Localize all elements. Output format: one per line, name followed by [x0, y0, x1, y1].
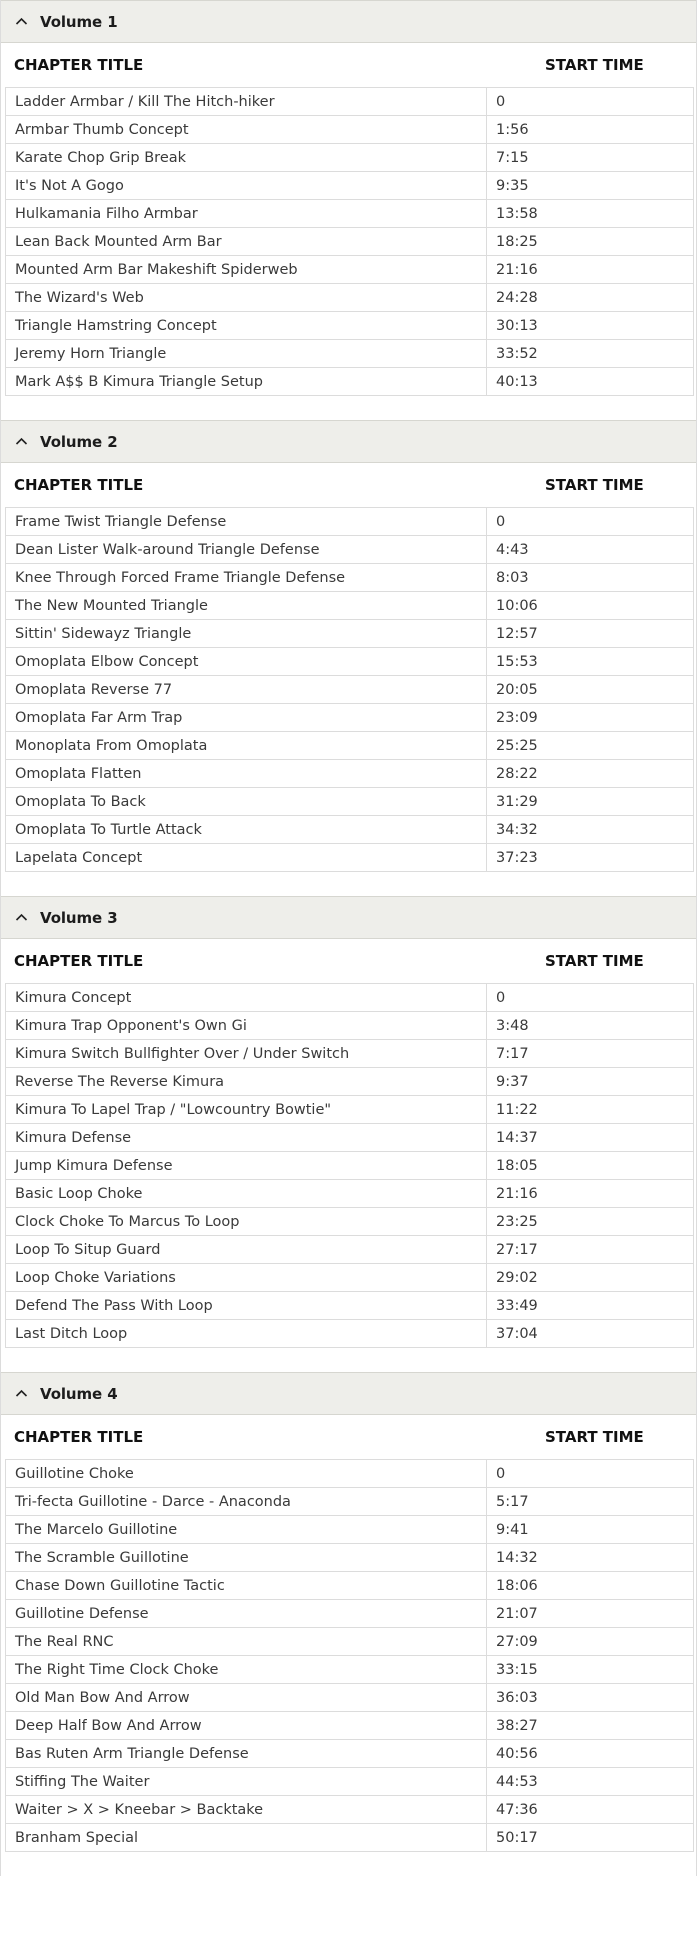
chapter-start-time: 27:17 — [487, 1236, 694, 1264]
chapter-start-time: 28:22 — [487, 760, 694, 788]
chapter-start-time: 31:29 — [487, 788, 694, 816]
chapter-title: Defend The Pass With Loop — [6, 1292, 487, 1320]
chapter-start-time: 18:06 — [487, 1572, 694, 1600]
volume-header[interactable] — [1, 896, 696, 939]
chapter-title: Tri-fecta Guillotine - Darce - Anaconda — [6, 1488, 487, 1516]
chapter-start-time: 13:58 — [487, 200, 694, 228]
chapter-start-time: 1:56 — [487, 116, 694, 144]
chapter-title: Old Man Bow And Arrow — [6, 1684, 487, 1712]
chapter-start-time: 5:17 — [487, 1488, 694, 1516]
chapter-row[interactable] — [6, 1208, 694, 1236]
chapter-title: It's Not A Gogo — [6, 172, 487, 200]
chapter-row[interactable] — [6, 1124, 694, 1152]
chapter-title: Kimura Trap Opponent's Own Gi — [6, 1012, 487, 1040]
chapter-title-header: CHAPTER TITLE — [14, 952, 144, 970]
chapter-title: Last Ditch Loop — [6, 1320, 487, 1348]
chapter-title: Kimura Concept — [6, 984, 487, 1012]
chapter-row[interactable] — [6, 1292, 694, 1320]
chapter-title: Clock Choke To Marcus To Loop — [6, 1208, 487, 1236]
chapter-start-time: 27:09 — [487, 1628, 694, 1656]
chapter-start-time: 8:03 — [487, 564, 694, 592]
chapter-start-time: 9:41 — [487, 1516, 694, 1544]
chapter-row[interactable] — [6, 172, 694, 200]
chapter-start-time: 7:15 — [487, 144, 694, 172]
chevron-up-icon[interactable] — [15, 435, 28, 448]
chapter-start-time: 34:32 — [487, 816, 694, 844]
column-headers — [1, 1415, 696, 1459]
chapter-title: Omoplata Elbow Concept — [6, 648, 487, 676]
chapter-title: Loop Choke Variations — [6, 1264, 487, 1292]
chapter-row[interactable] — [6, 1264, 694, 1292]
chapter-start-time: 38:27 — [487, 1712, 694, 1740]
chapter-row[interactable] — [6, 508, 694, 536]
chapter-start-time: 0 — [487, 1460, 694, 1488]
chapter-title: Omoplata Flatten — [6, 760, 487, 788]
chapter-row[interactable] — [6, 200, 694, 228]
chapter-row[interactable] — [6, 1740, 694, 1768]
volume-header[interactable] — [1, 1372, 696, 1415]
chapter-start-time: 23:09 — [487, 704, 694, 732]
chapter-start-time: 10:06 — [487, 592, 694, 620]
chapter-start-time: 0 — [487, 88, 694, 116]
chapter-title: Monoplata From Omoplata — [6, 732, 487, 760]
chapter-row[interactable] — [6, 732, 694, 760]
volume-title: Volume 1 — [40, 12, 118, 31]
chapter-title: Hulkamania Filho Armbar — [6, 200, 487, 228]
chapter-title: Triangle Hamstring Concept — [6, 312, 487, 340]
chapter-title-header: CHAPTER TITLE — [14, 56, 144, 74]
chapter-start-time: 21:07 — [487, 1600, 694, 1628]
chapter-start-time: 9:37 — [487, 1068, 694, 1096]
chapter-row[interactable] — [6, 1236, 694, 1264]
volume-title: Volume 3 — [40, 908, 118, 927]
chapter-start-time: 9:35 — [487, 172, 694, 200]
chapter-title-header: CHAPTER TITLE — [14, 476, 144, 494]
chapter-row[interactable] — [6, 1544, 694, 1572]
volume-section-3 — [1, 896, 696, 1372]
chapter-title: The Real RNC — [6, 1628, 487, 1656]
chapter-row[interactable] — [6, 1656, 694, 1684]
chapter-start-time: 21:16 — [487, 256, 694, 284]
chapter-start-time: 0 — [487, 984, 694, 1012]
chapter-row[interactable] — [6, 984, 694, 1012]
chapter-title: Knee Through Forced Frame Triangle Defense — [6, 564, 487, 592]
section-spacer — [1, 1348, 696, 1372]
chapter-start-time: 40:13 — [487, 368, 694, 396]
chapter-title: Mark A$$ B Kimura Triangle Setup — [6, 368, 487, 396]
chapter-start-time: 15:53 — [487, 648, 694, 676]
chapter-title: Frame Twist Triangle Defense — [6, 508, 487, 536]
chapter-start-time: 33:49 — [487, 1292, 694, 1320]
column-headers — [1, 939, 696, 983]
chapter-title: Omoplata To Turtle Attack — [6, 816, 487, 844]
chapter-start-time: 18:05 — [487, 1152, 694, 1180]
chapter-title: Lean Back Mounted Arm Bar — [6, 228, 487, 256]
chapter-start-time: 23:25 — [487, 1208, 694, 1236]
chapter-start-time: 12:57 — [487, 620, 694, 648]
volume-header[interactable] — [1, 0, 696, 43]
chapter-title: Karate Chop Grip Break — [6, 144, 487, 172]
chapter-start-time: 37:04 — [487, 1320, 694, 1348]
chapter-row[interactable] — [6, 1040, 694, 1068]
chapters-table — [5, 87, 694, 396]
volume-title: Volume 4 — [40, 1384, 118, 1403]
chapter-row[interactable] — [6, 592, 694, 620]
chapter-start-time: 21:16 — [487, 1180, 694, 1208]
chapter-row[interactable] — [6, 1012, 694, 1040]
section-spacer — [1, 1852, 696, 1876]
chapter-title: Mounted Arm Bar Makeshift Spiderweb — [6, 256, 487, 284]
chapter-title: Omoplata Far Arm Trap — [6, 704, 487, 732]
chapter-title: The New Mounted Triangle — [6, 592, 487, 620]
volume-header[interactable] — [1, 420, 696, 463]
chapter-row[interactable] — [6, 1460, 694, 1488]
chapter-start-time: 24:28 — [487, 284, 694, 312]
chapter-title: Branham Special — [6, 1824, 487, 1852]
chapter-title: Bas Ruten Arm Triangle Defense — [6, 1740, 487, 1768]
chapter-title: Armbar Thumb Concept — [6, 116, 487, 144]
chapter-start-time: 36:03 — [487, 1684, 694, 1712]
chevron-up-icon[interactable] — [15, 911, 28, 924]
volume-title: Volume 2 — [40, 432, 118, 451]
chapter-row[interactable] — [6, 564, 694, 592]
chapter-title: Loop To Situp Guard — [6, 1236, 487, 1264]
chapter-row[interactable] — [6, 704, 694, 732]
chapter-row[interactable] — [6, 284, 694, 312]
chapter-row[interactable] — [6, 1684, 694, 1712]
volume-section-1 — [1, 0, 696, 420]
chapter-title: Deep Half Bow And Arrow — [6, 1712, 487, 1740]
chapter-start-time: 14:32 — [487, 1544, 694, 1572]
chapter-title: Guillotine Defense — [6, 1600, 487, 1628]
chapter-title: Jeremy Horn Triangle — [6, 340, 487, 368]
chapter-title: Chase Down Guillotine Tactic — [6, 1572, 487, 1600]
chapter-row[interactable] — [6, 1572, 694, 1600]
chapter-title: Guillotine Choke — [6, 1460, 487, 1488]
chapter-row[interactable] — [6, 620, 694, 648]
chapter-title: Reverse The Reverse Kimura — [6, 1068, 487, 1096]
chapter-row[interactable] — [6, 228, 694, 256]
chapter-start-time: 50:17 — [487, 1824, 694, 1852]
chapter-row[interactable] — [6, 1180, 694, 1208]
chevron-up-icon[interactable] — [15, 1387, 28, 1400]
chapter-row[interactable] — [6, 144, 694, 172]
chapter-row[interactable] — [6, 760, 694, 788]
volume-section-2 — [1, 420, 696, 896]
chapter-title: Basic Loop Choke — [6, 1180, 487, 1208]
chapter-start-time: 44:53 — [487, 1768, 694, 1796]
chapters-table — [5, 507, 694, 872]
chapter-title: Omoplata Reverse 77 — [6, 676, 487, 704]
chapter-start-time: 33:15 — [487, 1656, 694, 1684]
chapter-row[interactable] — [6, 1824, 694, 1852]
chapter-title: Kimura Switch Bullfighter Over / Under Switch — [6, 1040, 487, 1068]
chapter-start-time: 40:56 — [487, 1740, 694, 1768]
chapter-row[interactable] — [6, 116, 694, 144]
chapter-row[interactable] — [6, 536, 694, 564]
chapter-start-time: 29:02 — [487, 1264, 694, 1292]
start-time-header: START TIME — [545, 952, 644, 970]
chapter-title-header: CHAPTER TITLE — [14, 1428, 144, 1446]
section-spacer — [1, 396, 696, 420]
chapter-title: Dean Lister Walk-around Triangle Defense — [6, 536, 487, 564]
chapter-title: Kimura To Lapel Trap / "Lowcountry Bowtie" — [6, 1096, 487, 1124]
chapter-start-time: 4:43 — [487, 536, 694, 564]
chapter-row[interactable] — [6, 676, 694, 704]
chapter-title: Stiffing The Waiter — [6, 1768, 487, 1796]
chapter-row[interactable] — [6, 844, 694, 872]
chapter-start-time: 11:22 — [487, 1096, 694, 1124]
chapter-title: The Right Time Clock Choke — [6, 1656, 487, 1684]
chapter-start-time: 25:25 — [487, 732, 694, 760]
chapter-row[interactable] — [6, 1068, 694, 1096]
chapter-row[interactable] — [6, 1600, 694, 1628]
chapter-start-time: 14:37 — [487, 1124, 694, 1152]
chapter-title: Ladder Armbar / Kill The Hitch-hiker — [6, 88, 487, 116]
chapter-row[interactable] — [6, 256, 694, 284]
chapter-row[interactable] — [6, 88, 694, 116]
chapter-title: Jump Kimura Defense — [6, 1152, 487, 1180]
chapter-row[interactable] — [6, 1488, 694, 1516]
chapter-row[interactable] — [6, 368, 694, 396]
chapter-title: Waiter > X > Kneebar > Backtake — [6, 1796, 487, 1824]
start-time-header: START TIME — [545, 56, 644, 74]
chapter-row[interactable] — [6, 1516, 694, 1544]
chapter-title: The Marcelo Guillotine — [6, 1516, 487, 1544]
chapter-row[interactable] — [6, 312, 694, 340]
chapters-table — [5, 983, 694, 1348]
column-headers — [1, 43, 696, 87]
chevron-up-icon[interactable] — [15, 15, 28, 28]
chapter-start-time: 0 — [487, 508, 694, 536]
chapter-row[interactable] — [6, 1096, 694, 1124]
chapter-row[interactable] — [6, 816, 694, 844]
chapter-row[interactable] — [6, 1768, 694, 1796]
chapter-row[interactable] — [6, 1628, 694, 1656]
chapters-table — [5, 1459, 694, 1852]
chapter-title: The Scramble Guillotine — [6, 1544, 487, 1572]
chapter-row[interactable] — [6, 1712, 694, 1740]
chapter-row[interactable] — [6, 1796, 694, 1824]
start-time-header: START TIME — [545, 476, 644, 494]
section-spacer — [1, 872, 696, 896]
chapter-title: Omoplata To Back — [6, 788, 487, 816]
volume-section-4 — [1, 1372, 696, 1876]
chapter-start-time: 20:05 — [487, 676, 694, 704]
column-headers — [1, 463, 696, 507]
chapter-title: Sittin' Sidewayz Triangle — [6, 620, 487, 648]
chapter-title: The Wizard's Web — [6, 284, 487, 312]
chapter-start-time: 7:17 — [487, 1040, 694, 1068]
chapter-start-time: 47:36 — [487, 1796, 694, 1824]
chapter-start-time: 37:23 — [487, 844, 694, 872]
chapter-start-time: 18:25 — [487, 228, 694, 256]
chapter-row[interactable] — [6, 648, 694, 676]
chapter-row[interactable] — [6, 340, 694, 368]
chapter-title: Lapelata Concept — [6, 844, 487, 872]
chapter-start-time: 33:52 — [487, 340, 694, 368]
chapter-row[interactable] — [6, 1152, 694, 1180]
start-time-header: START TIME — [545, 1428, 644, 1446]
chapter-row[interactable] — [6, 1320, 694, 1348]
chapter-row[interactable] — [6, 788, 694, 816]
chapter-start-time: 30:13 — [487, 312, 694, 340]
chapter-title: Kimura Defense — [6, 1124, 487, 1152]
chapter-start-time: 3:48 — [487, 1012, 694, 1040]
